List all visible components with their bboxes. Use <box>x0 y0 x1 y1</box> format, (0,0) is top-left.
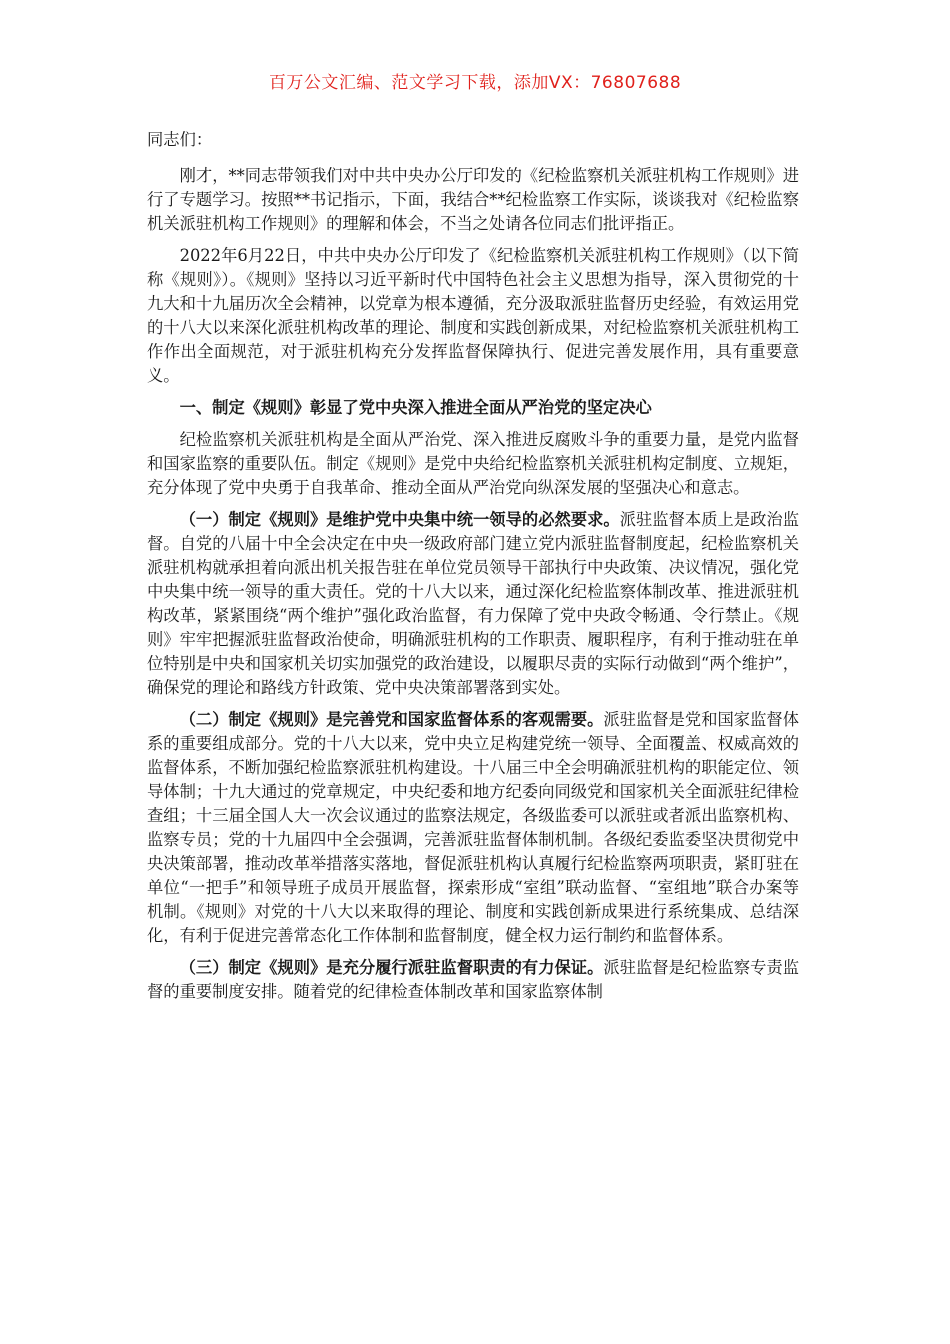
paragraph-section-1-intro: 纪检监察机关派驻机构是全面从严治党、深入推进反腐败斗争的重要力量，是党内监督和国家监察的重要队伍。制定《规则》是党中央给纪检监察机关派驻机构定制度、立规矩，充分体现了党中央勇于自我革命、推动全面从严治党向纵深发展的坚强决心和意志。 <box>147 430 799 497</box>
watermark-banner: 百万公文汇编、范文学习下载，添加VX：76807688 <box>268 73 682 93</box>
paragraph-intro: 刚才，**同志带领我们对中共中央办公厅印发的《纪检监察机关派驻机构工作规则》进行了专题学习。按照**书记指示，下面，我结合**纪检监察工作实际，谈谈我对《纪检监察机关派驻机构工作规则》的理解和体会，不当之处请各位同志们批评指正。 <box>147 166 799 233</box>
subsection-3-body: 派驻监督是纪检监察专责监督的重要制度安排。随着党的纪律检查体制改革和国家监察体制 <box>147 958 799 1001</box>
subsection-1-lead: （一）制定《规则》是维护党中央集中统一领导的必然要求。 <box>179 510 620 529</box>
subsection-1-body: 派驻监督本质上是政治监督。自党的八届十中全会决定在中央一级政府部门建立党内派驻监督制度起，纪检监察机关派驻机构就承担着向派出机关报告驻在单位党员领导干部执行中央政策、决议情况，强化党中央集中统一领导的重大责任。党的十八大以来，通过深化纪检监察体制改革、推进派驻机构改革，紧紧围绕“两个维护”强化政治监督，有力保障了党中央政令畅通、令行禁止。《规则》牢牢把握派驻监督政治使命，明确派驻机构的工作职责、履职程序，有利于推动驻在单位特别是中央和国家机关切实加强党的政治建设，以履职尽责的实际行动做到“两个维护”，确保党的理论和路线方针政策、党中央决策部署落到实处。 <box>147 510 799 697</box>
subsection-2 <box>147 708 799 948</box>
subsection-2-body: 派驻监督是党和国家监督体系的重要组成部分。党的十八大以来，党中央立足构建党统一领导、全面覆盖、权威高效的监督体系，不断加强纪检监察派驻机构建设。十八届三中全会明确派驻机构的职能定位、领导体制；十九大通过的党章规定，中央纪委和地方纪委向同级党和国家机关全面派驻纪律检查组；十三届全国人大一次会议通过的监察法规定，各级监委可以派驻或者派出监察机构、监察专员；党的十九届四中全会强调，完善派驻监督体制机制。各级纪委监委坚决贯彻党中央决策部署，推动改革举措落实落地，督促派驻机构认真履行纪检监察两项职责，紧盯驻在单位“一把手”和领导班子成员开展监督，探索形成“室组”联动监督、“室组地”联合办案等机制。《规则》对党的十八大以来取得的理论、制度和实践创新成果进行系统集成、总结深化，有利于促进完善常态化工作体制和监督制度，健全权力运行制约和监督体系。 <box>147 710 799 945</box>
subsection-2-lead: （二）制定《规则》是完善党和国家监督体系的客观需要。 <box>179 710 604 729</box>
document-body <box>147 128 799 1012</box>
section-heading-1: 一、制定《规则》彰显了党中央深入推进全面从严治党的坚定决心 <box>179 398 652 417</box>
subsection-1 <box>147 508 799 700</box>
subsection-3-lead: （三）制定《规则》是充分履行派驻监督职责的有力保证。 <box>179 958 604 977</box>
salutation: 同志们： <box>147 130 213 149</box>
subsection-3 <box>147 956 799 1004</box>
paragraph-background: 2022年6月22日，中共中央办公厅印发了《纪检监察机关派驻机构工作规则》（以下简称《规则》）。《规则》坚持以习近平新时代中国特色社会主义思想为指导，深入贯彻党的十九大和十九届历次全会精神，以党章为根本遵循，充分汲取派驻监督历史经验，有效运用党的十八大以来深化派驻机构改革的理论、制度和实践创新成果，对纪检监察机关派驻机构工作作出全面规范，对于派驻机构充分发挥监督保障执行、促进完善发展作用，具有重要意义。 <box>147 246 799 385</box>
